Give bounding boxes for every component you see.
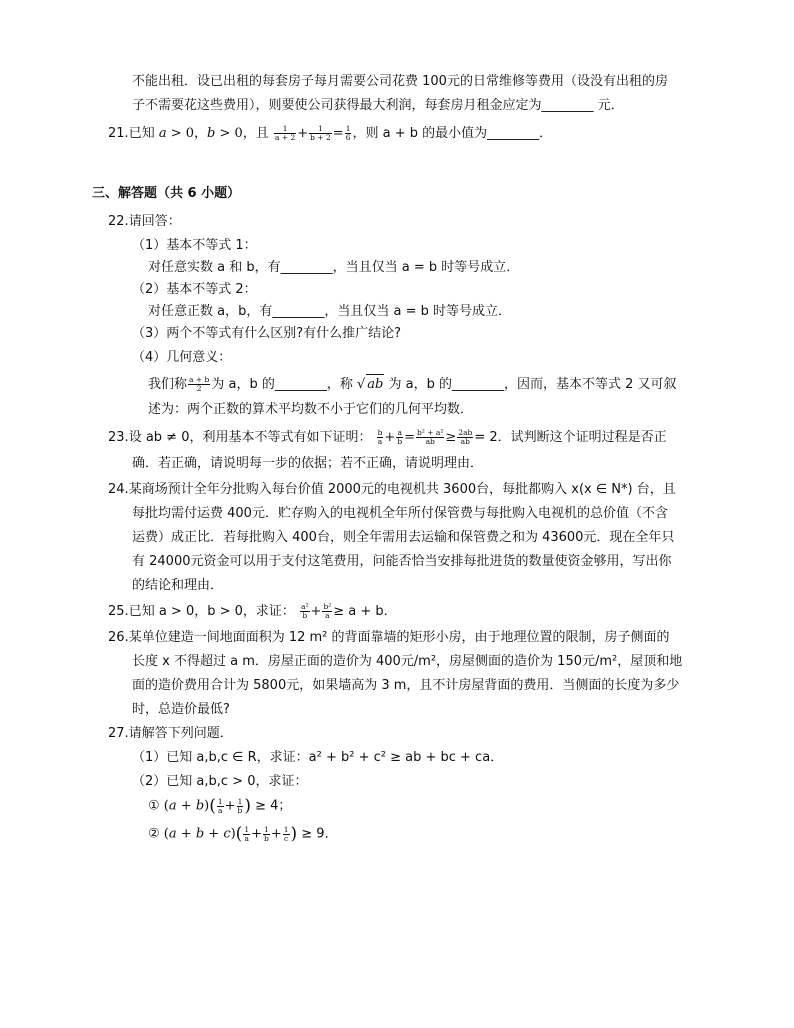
q26-line-1: 26.某单位建造一间地面面积为 12 m² 的背面靠墙的矩形小房，由于地理位置的限制，房子侧面的 <box>108 630 670 645</box>
question-number: 23. <box>108 430 129 445</box>
q27-subpart-2: ② (a + b + c)( $\frac{1}{a}$ + $\frac{1}{b}$ + $\frac{1}{c}$ ) ≥ 9． <box>148 824 338 844</box>
q24-line-3: 运费）成正比．若每批购入 400台，则全年需用去运输和保管费之和为 43600元．现在全年只 <box>132 530 675 545</box>
fraction: $\frac{\text{b² + a²}}{ab}$ <box>417 428 444 446</box>
q21-condition: a <box>158 126 167 141</box>
q21: 21.已知 a > 0，b > 0，且 $\frac{1}{a + 2}$ + $\frac{1}{b + 2}$ = $\frac{1}{6}$ ，则 a + b 的最小值为________． <box>108 124 553 142</box>
q24-line-1: 24.某商场预计全年分批购入每台价值 2000元的电视机共 3600台，每批都购入 x(x ∈ N*) 台，且 <box>108 482 676 497</box>
q27-part-2: （2）已知 a,b,c > 0，求证： <box>132 774 308 789</box>
question-number: 25. <box>108 604 129 619</box>
fraction: $\frac{2ab}{ab}$ <box>458 428 473 446</box>
fraction: $\frac{b}{a}$ <box>377 428 383 446</box>
question-number: 21. <box>108 126 129 141</box>
q22-part-1-body: 对任意实数 a 和 b，有________，当且仅当 a = b 时等号成立． <box>148 260 520 275</box>
q21-suffix: ，则 a + b 的最小值为________． <box>352 126 553 141</box>
q23-line-2: 确．若正确，请说明每一步的依据；若不正确，请说明理由． <box>132 456 484 471</box>
q22-part-2-body: 对任意正数 a，b，有________，当且仅当 a = b 时等号成立． <box>148 304 511 319</box>
question-number: 22. <box>108 214 129 229</box>
q22-part-1-title: （1）基本不等式 1： <box>132 238 257 253</box>
q24-line-5: 的结论和理由． <box>132 578 224 593</box>
fraction: $\frac{1}{c}$ <box>283 824 289 843</box>
fraction: $\frac{a + b}{2}$ <box>189 375 210 393</box>
fraction: $\frac{1}{6}$ <box>345 124 351 142</box>
q27-subpart-1: ① (a + b)( $\frac{1}{a}$ + $\frac{1}{b}$ ) ≥ 4； <box>148 796 292 816</box>
question-number: 27. <box>108 726 129 741</box>
fraction: $\frac{a}{b}$ <box>397 428 403 446</box>
q26-line-4: 时，总造价最低? <box>132 702 230 717</box>
fraction: $\frac{1}{b}$ <box>264 824 269 843</box>
fraction: $\frac{1}{a}$ <box>217 796 223 815</box>
question-number: 26. <box>108 630 129 645</box>
q22-part-4-body: 我们称 $\frac{a + b}{2}$ 为 a，b 的________，称 √ ab 为 a，b 的________，因而，基本不等式 2 又可叙 <box>148 375 677 393</box>
q20-line-1: 不能出租．设已出租的每套房子每月需要公司花费 100元的日常维修等费用（设没有出租的房 <box>132 74 668 89</box>
fraction: $\frac{\text{b²}}{a}$ <box>323 602 332 620</box>
q26-line-3: 面的造价费用合计为 5800元，如果墙高为 3 m，且不计房屋背面的费用．当侧面的长度为多少 <box>132 678 680 693</box>
q22-part-4-title: （4）几何意义： <box>132 350 232 365</box>
q23-line-1: 23.设 ab ≠ 0，利用基本不等式有如下证明： $\frac{b}{a}$ + $\frac{a}{b}$ = $\frac{\text{b² + a²}}{ab}$ ≥ $\frac{2ab}{ab}$ = 2．试判断这个证明过程是否正 <box>108 428 667 446</box>
q27-part-1: （1）已知 a,b,c ∈ R，求证：a² + b² + c² ≥ ab + bc + ca． <box>132 750 504 765</box>
q24-line-2: 每批均需付运费 400元．贮存购入的电视机全年所付保管费与每批购入电视机的总价值（不含 <box>132 506 668 521</box>
q26-line-2: 长度 x 不得超过 a m．房屋正面的造价为 400元/m²，房屋侧面的造价为 150元/m²，屋顶和地 <box>132 654 683 669</box>
q25: 25.已知 a > 0，b > 0，求证： $\frac{\text{a²}}{b}$ + $\frac{\text{b²}}{a}$ ≥ a + b． <box>108 602 397 620</box>
q27-intro: 27.请解答下列问题． <box>108 726 233 741</box>
q21-prefix: 已知 <box>128 126 155 141</box>
q22-part-3: （3）两个不等式有什么区别?有什么推广结论? <box>132 326 402 341</box>
fraction: $\frac{1}{a}$ <box>244 824 250 843</box>
q22-intro: 22.请回答： <box>108 214 181 229</box>
fraction: $\frac{1}{b}$ <box>237 796 243 815</box>
question-number: 24. <box>108 482 129 497</box>
sqrt-expression: √ ab <box>357 377 384 392</box>
q22-part-2-title: （2）基本不等式 2： <box>132 282 257 297</box>
fraction: $\frac{1}{a + 2}$ <box>274 124 296 142</box>
fraction: $\frac{1}{b + 2}$ <box>310 124 331 142</box>
fraction: $\frac{\text{a²}}{b}$ <box>301 602 309 620</box>
section-title: 三、解答题（共 6 小题） <box>92 186 241 201</box>
q20-line-2: 子不需要花这些费用），则要使公司获得最大利润，每套房月租金应定为________ 元． <box>132 98 624 113</box>
q24-line-4: 有 24000元资金可以用于支付这笔费用，问能否恰当安排每批进货的数量使资金够用，写出你 <box>132 554 672 569</box>
q22-part-4-line-2: 述为：两个正数的算术平均数不小于它们的几何平均数． <box>148 402 474 417</box>
